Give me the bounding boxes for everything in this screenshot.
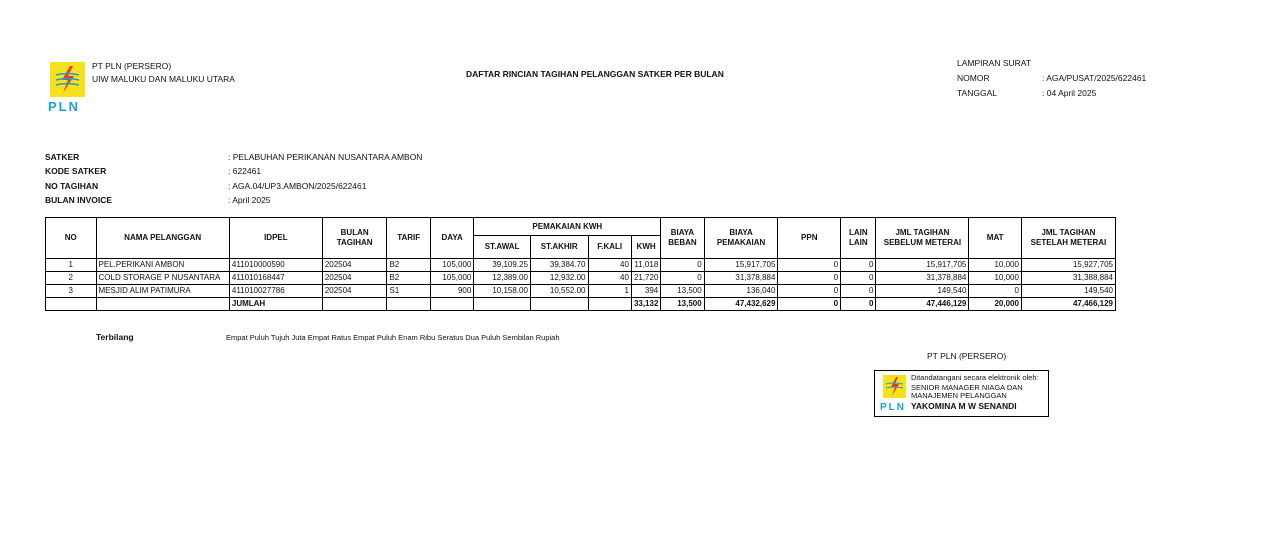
cell-st-akhir: 12,932.00: [530, 272, 588, 285]
cell-st-awal: 10,158.00: [474, 285, 531, 298]
signed-text: Ditandatangani secara elektronik oleh:: [911, 373, 1039, 382]
signature-company: PT PLN (PERSERO): [927, 351, 1007, 361]
terbilang-label: Terbilang: [96, 332, 134, 342]
col-daya-header: DAYA: [430, 218, 473, 259]
cell-empty: [430, 298, 473, 311]
cell-mat: 10,000: [969, 272, 1022, 285]
cell-mat: 10,000: [969, 259, 1022, 272]
cell-f-kali: 1: [588, 285, 631, 298]
cell-st-akhir: 10,552.00: [530, 285, 588, 298]
cell-jml-setelah: 149,540: [1021, 285, 1115, 298]
cell-ppn: 0: [778, 285, 841, 298]
cell-kwh: 11,018: [631, 259, 660, 272]
cell-st-awal: 12,389.00: [474, 272, 531, 285]
cell-lain: 0: [841, 285, 876, 298]
cell-st-awal: 39,109.25: [474, 259, 531, 272]
total-kwh: 33,132: [631, 298, 660, 311]
col-nama-header: NAMA PELANGGAN: [96, 218, 229, 259]
cell-ppn: 0: [778, 259, 841, 272]
cell-jml-sebelum: 149,540: [876, 285, 969, 298]
cell-empty: [530, 298, 588, 311]
cell-empty: [96, 298, 229, 311]
cell-biaya-pemakaian: 136,040: [704, 285, 778, 298]
cell-nama: MESJID ALIM PATIMURA: [96, 285, 229, 298]
total-label: JUMLAH: [229, 298, 322, 311]
table-row: [46, 285, 1116, 298]
cell-tarif: S1: [387, 285, 430, 298]
bulan-invoice-label: BULAN INVOICE: [45, 195, 113, 205]
cell-empty: [474, 298, 531, 311]
total-lain: 0: [841, 298, 876, 311]
col-mat-header: MAT: [969, 218, 1022, 259]
cell-nama: PEL.PERIKANI AMBON: [96, 259, 229, 272]
col-st-akhir-header: ST.AKHIR: [530, 236, 588, 259]
billing-table: [45, 217, 1116, 311]
nomor-value: : AGA/PUSAT/2025/622461: [1042, 73, 1147, 83]
cell-biaya-beban: 0: [661, 259, 704, 272]
kode-satker-value: : 622461: [228, 166, 262, 176]
cell-kwh: 394: [631, 285, 660, 298]
table-row: [46, 272, 1116, 285]
terbilang-value: Empat Puluh Tujuh Juta Empat Ratus Empat Puluh Enam Ribu Seratus Dua Puluh Sembilan Rupiah: [226, 333, 560, 342]
total-jml-setelah: 47,466,129: [1021, 298, 1115, 311]
total-biaya-beban: 13,500: [661, 298, 704, 311]
cell-jml-setelah: 31,388,884: [1021, 272, 1115, 285]
cell-biaya-beban: 13,500: [661, 285, 704, 298]
table-total-row: [46, 298, 1116, 311]
col-jml-setelah-header: JML TAGIHAN SETELAH METERAI: [1021, 218, 1115, 259]
col-kwh-header: KWH: [631, 236, 660, 259]
total-ppn: 0: [778, 298, 841, 311]
table-row: [46, 259, 1116, 272]
table-header-row: [46, 218, 1116, 236]
cell-daya: 900: [430, 285, 473, 298]
cell-biaya-pemakaian: 31,378,884: [704, 272, 778, 285]
nomor-label: NOMOR: [957, 73, 990, 83]
cell-empty: [588, 298, 631, 311]
total-biaya-pemakaian: 47,432,629: [704, 298, 778, 311]
col-ppn-header: PPN: [778, 218, 841, 259]
lampiran-label: LAMPIRAN SURAT: [957, 58, 1031, 68]
cell-no: 3: [46, 285, 97, 298]
cell-tarif: B2: [387, 272, 430, 285]
cell-idpel: 411010027786: [229, 285, 322, 298]
cell-empty: [322, 298, 387, 311]
cell-daya: 105,000: [430, 259, 473, 272]
satker-value: : PELABUHAN PERIKANAN NUSANTARA AMBON: [228, 152, 423, 162]
cell-biaya-beban: 0: [661, 272, 704, 285]
kode-satker-label: KODE SATKER: [45, 166, 107, 176]
cell-no: 2: [46, 272, 97, 285]
cell-idpel: 411010000590: [229, 259, 322, 272]
col-jml-sebelum-header: JML TAGIHAN SEBELUM METERAI: [876, 218, 969, 259]
signer-title-line1: SENIOR MANAGER NIAGA DAN: [911, 383, 1023, 392]
total-mat: 20,000: [969, 298, 1022, 311]
cell-jml-sebelum: 31,378,884: [876, 272, 969, 285]
pln-logo-small-icon: [883, 375, 906, 398]
cell-no: 1: [46, 259, 97, 272]
page-title: DAFTAR RINCIAN TAGIHAN PELANGGAN SATKER PER BULAN: [466, 69, 724, 79]
no-tagihan-value: : AGA.04/UP3.AMBON/2025/622461: [228, 181, 367, 191]
pln-logo-icon: [50, 62, 85, 97]
cell-lain: 0: [841, 259, 876, 272]
satker-label: SATKER: [45, 152, 80, 162]
col-st-awal-header: ST.AWAL: [474, 236, 531, 259]
cell-empty: [387, 298, 430, 311]
col-idpel-header: IDPEL: [229, 218, 322, 259]
tanggal-value: : 04 April 2025: [1042, 88, 1097, 98]
cell-f-kali: 40: [588, 272, 631, 285]
col-biaya-pemakaian-header: BIAYA PEMAKAIAN: [704, 218, 778, 259]
e-signature-box: [874, 370, 1049, 417]
pln-logo-small-text: PLN: [880, 402, 906, 413]
cell-lain: 0: [841, 272, 876, 285]
col-f-kali-header: F.KALI: [588, 236, 631, 259]
unit-name: UIW MALUKU DAN MALUKU UTARA: [92, 74, 235, 84]
cell-bulan: 202504: [322, 285, 387, 298]
col-no-header: NO: [46, 218, 97, 259]
cell-st-akhir: 39,384.70: [530, 259, 588, 272]
cell-mat: 0: [969, 285, 1022, 298]
cell-ppn: 0: [778, 272, 841, 285]
no-tagihan-label: NO TAGIHAN: [45, 181, 99, 191]
col-tarif-header: TARIF: [387, 218, 430, 259]
cell-bulan: 202504: [322, 272, 387, 285]
company-name: PT PLN (PERSERO): [92, 61, 172, 71]
col-lain-header: LAIN LAIN: [841, 218, 876, 259]
cell-tarif: B2: [387, 259, 430, 272]
cell-bulan: 202504: [322, 259, 387, 272]
cell-jml-setelah: 15,927,705: [1021, 259, 1115, 272]
signer-title-line2: MANAJEMEN PELANGGAN: [911, 391, 1007, 400]
bulan-invoice-value: : April 2025: [228, 195, 271, 205]
col-bulan-header: BULAN TAGIHAN: [322, 218, 387, 259]
pln-logo-text: PLN: [48, 99, 80, 114]
col-pemakaian-header: PEMAKAIAN KWH: [474, 218, 661, 236]
cell-daya: 105,000: [430, 272, 473, 285]
cell-empty: [46, 298, 97, 311]
total-jml-sebelum: 47,446,129: [876, 298, 969, 311]
cell-nama: COLD STORAGE P NUSANTARA: [96, 272, 229, 285]
cell-jml-sebelum: 15,917,705: [876, 259, 969, 272]
tanggal-label: TANGGAL: [957, 88, 997, 98]
cell-f-kali: 40: [588, 259, 631, 272]
cell-biaya-pemakaian: 15,917,705: [704, 259, 778, 272]
cell-idpel: 411010168447: [229, 272, 322, 285]
cell-kwh: 21,720: [631, 272, 660, 285]
col-biaya-beban-header: BIAYA BEBAN: [661, 218, 704, 259]
signer-name: YAKOMINA M W SENANDI: [911, 401, 1017, 411]
